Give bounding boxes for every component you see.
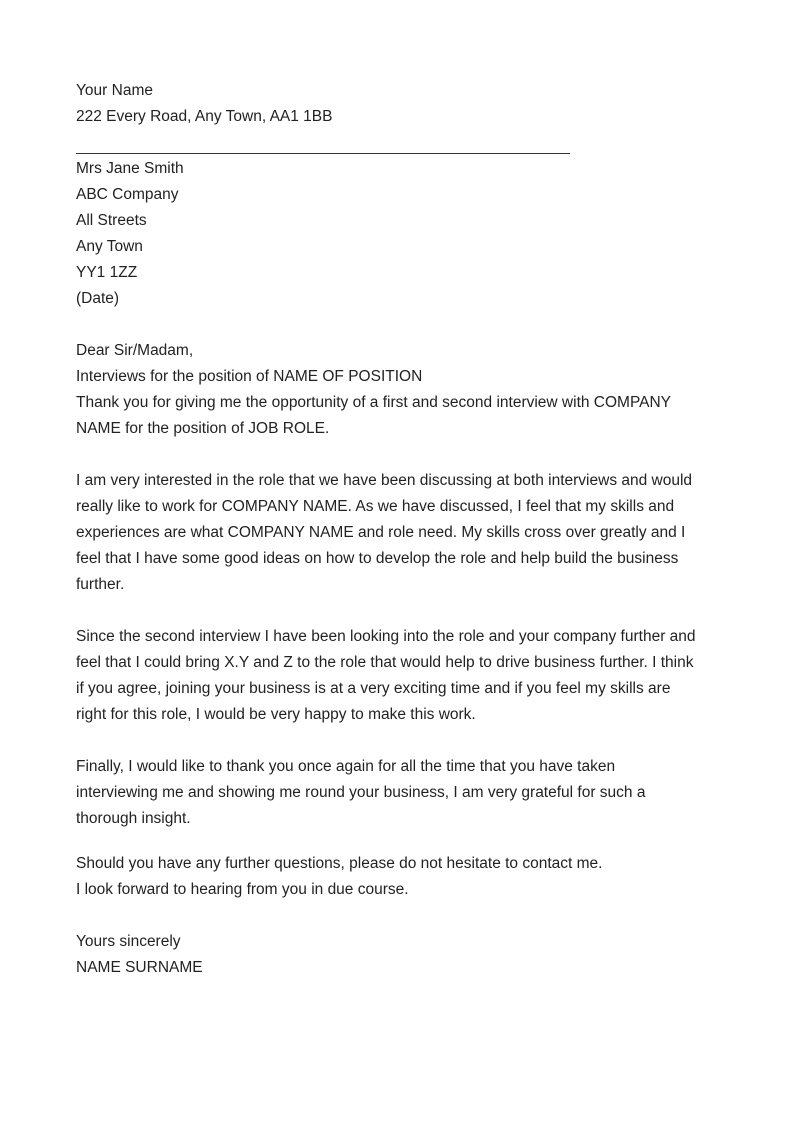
- recipient-name: Mrs Jane Smith: [76, 160, 184, 177]
- paragraph-line: Finally, I would like to thank you once again for all the time that you have taken: [76, 758, 616, 775]
- subject-line: Interviews for the position of NAME OF POSITION: [76, 368, 423, 385]
- closing-paragraph: [76, 851, 716, 903]
- salutation: Dear Sir/Madam,: [76, 342, 194, 359]
- signature-name: NAME SURNAME: [76, 959, 203, 976]
- body-paragraph-2: [76, 624, 716, 728]
- paragraph-line: interviewing me and showing me round your business, I am very grateful for such a: [76, 784, 646, 801]
- paragraph-line: if you agree, joining your business is at a very exciting time and if you feel my skills are: [76, 680, 671, 697]
- paragraph-line: thorough insight.: [76, 810, 191, 827]
- paragraph-line: Since the second interview I have been looking into the role and your company further and: [76, 628, 696, 645]
- sender-address: 222 Every Road, Any Town, AA1 1BB: [76, 108, 333, 125]
- paragraph-line: feel that I have some good ideas on how to develop the role and help build the business: [76, 550, 679, 567]
- paragraph-line: further.: [76, 576, 125, 593]
- recipient-block: [76, 156, 716, 312]
- letter-opening: [76, 338, 716, 442]
- recipient-street: All Streets: [76, 212, 147, 229]
- body-paragraph-3: [76, 754, 716, 832]
- paragraph-line: feel that I could bring X.Y and Z to the role that would help to drive business further. I think: [76, 654, 694, 671]
- body-paragraph-1: [76, 468, 716, 598]
- paragraph-line: right for this role, I would be very happy to make this work.: [76, 706, 476, 723]
- signature-block: [76, 929, 716, 981]
- signoff: Yours sincerely: [76, 933, 181, 950]
- paragraph-line: experiences are what COMPANY NAME and role need. My skills cross over greatly and I: [76, 524, 686, 541]
- letter-date: (Date): [76, 290, 120, 307]
- letter-page: [76, 78, 716, 981]
- recipient-postcode: YY1 1ZZ: [76, 264, 138, 281]
- sender-name: Your Name: [76, 82, 153, 99]
- sender-block: [76, 78, 716, 130]
- header-divider: [76, 153, 570, 154]
- recipient-town: Any Town: [76, 238, 143, 255]
- closing-line-2: I look forward to hearing from you in due course.: [76, 881, 409, 898]
- intro-line-1: Thank you for giving me the opportunity of a first and second interview with COMPANY: [76, 394, 672, 411]
- paragraph-line: really like to work for COMPANY NAME. As we have discussed, I feel that my skills and: [76, 498, 675, 515]
- recipient-company: ABC Company: [76, 186, 179, 203]
- closing-line-1: Should you have any further questions, please do not hesitate to contact me.: [76, 855, 603, 872]
- intro-line-2: NAME for the position of JOB ROLE.: [76, 420, 330, 437]
- paragraph-line: I am very interested in the role that we have been discussing at both interviews and would: [76, 472, 693, 489]
